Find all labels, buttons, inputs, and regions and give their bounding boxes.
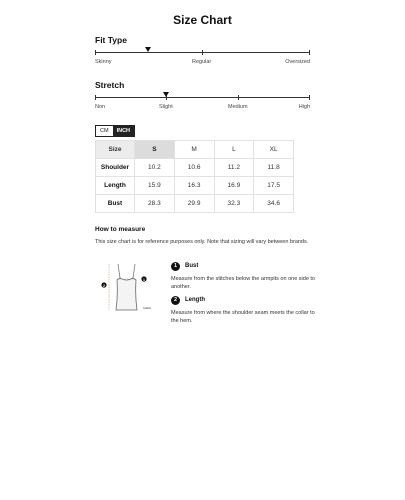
fit-type-tick [202,50,203,55]
how-to-measure-description: This size chart is for reference purposes only. Note that sizing will vary between brands. [95,239,309,245]
how-to-measure-title: How to measure [95,226,146,233]
size-column-l[interactable]: L [214,141,254,159]
size-column-s[interactable]: S [135,141,175,159]
page-title: Size Chart [173,13,232,27]
step-number-badge: 2 [171,296,180,305]
brand-tag: SHEIN [143,307,151,310]
stretch-tick [238,95,239,100]
table-cell: 16.9 [214,177,254,195]
stretch-tick [309,95,310,100]
table-row [96,159,294,177]
table-row [96,177,294,195]
step-number-badge: 1 [171,262,180,271]
stretch-label-non: Non [95,104,106,110]
table-cell: 17.5 [254,177,294,195]
table-cell: 29.9 [174,195,214,213]
row-label-bust: Bust [96,195,135,213]
stretch-label-medium: Medium [228,104,248,110]
size-column-xl[interactable]: XL [254,141,294,159]
camisole-icon [95,258,165,320]
stretch-marker [163,92,169,97]
fit-type-tick [95,50,96,55]
size-column-m[interactable]: M [174,141,214,159]
table-cell: 34.6 [254,195,294,213]
table-header-row [96,141,294,159]
garment-diagram [95,258,165,320]
size-header: Size [96,141,135,159]
unit-cm-button[interactable]: CM [96,126,113,136]
fit-type-marker [145,47,151,52]
size-table [95,140,294,213]
stretch-title: Stretch [95,80,125,90]
step-description: Measure from the stitches below the armpits on one side to another. [171,276,315,290]
fit-type-label-skinny: Skinny [95,59,112,65]
fit-type-title: Fit Type [95,35,127,45]
table-cell: 15.9 [135,177,175,195]
table-cell: 32.3 [214,195,254,213]
row-label-shoulder: Shoulder [96,159,135,177]
table-cell: 10.2 [135,159,175,177]
table-cell: 11.8 [254,159,294,177]
stretch-tick [95,95,96,100]
diagram-mark-1: 1 [143,277,145,282]
table-cell: 11.2 [214,159,254,177]
stretch-label-slight: Slight [159,104,173,110]
fit-type-label-oversized: Oversized [285,59,310,65]
table-cell: 16.3 [174,177,214,195]
row-label-length: Length [96,177,135,195]
stretch-scale [95,92,310,114]
table-row [96,195,294,213]
step-description: Measure from where the shoulder seam meets the collar to the hem. [171,310,315,324]
fit-type-tick [309,50,310,55]
table-cell: 10.6 [174,159,214,177]
diagram-mark-2: 2 [103,283,105,288]
unit-inch-button[interactable]: INCH [113,126,134,136]
unit-toggle [95,125,135,137]
step-title: Length [185,297,205,303]
fit-type-scale [95,47,310,69]
stretch-label-high: High [298,104,310,110]
fit-type-label-regular: Regular [192,59,212,65]
step-title: Bust [185,263,199,269]
table-cell: 28.3 [135,195,175,213]
stretch-line [95,97,310,98]
